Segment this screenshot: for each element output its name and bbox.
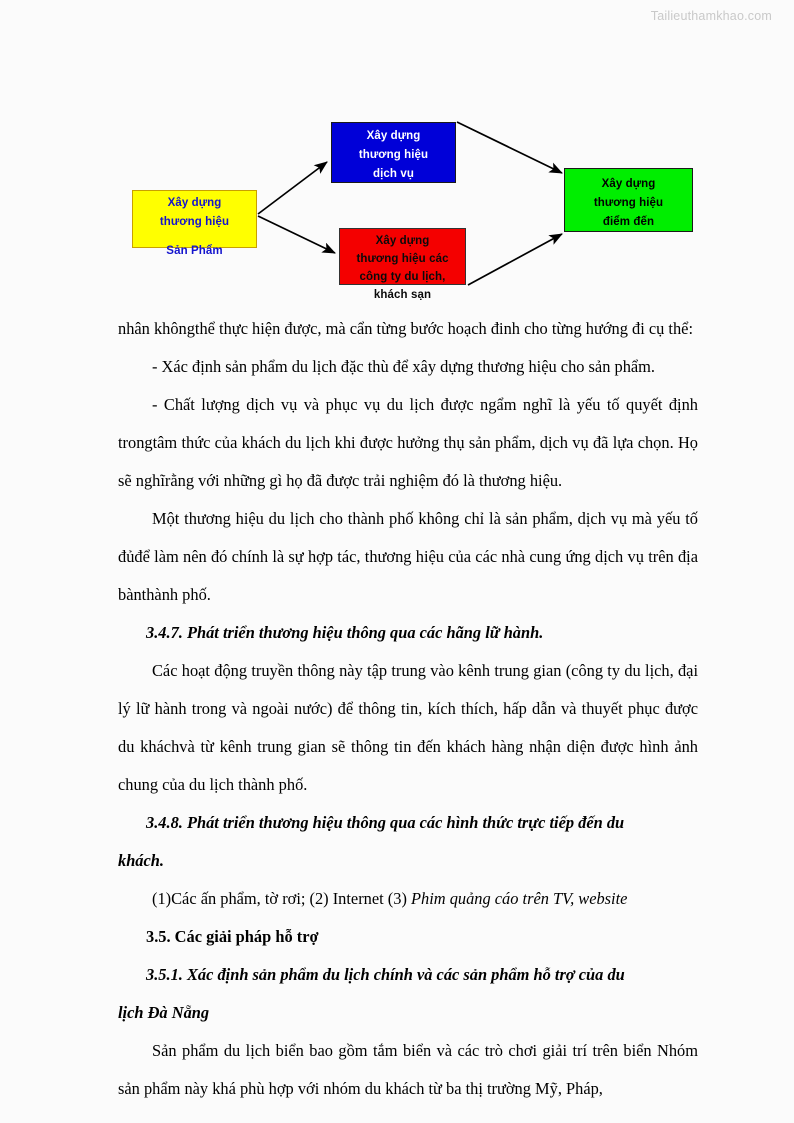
heading-3-5-1-line1: 3.5.1. Xác định sản phẩm du lịch chính và các sản phẩm hỗ trợ của du [146,965,625,984]
heading-3-4-8-line2: khách. [118,851,164,870]
arrow-blue-to-green [457,122,562,173]
paragraph-6-plain: (1)Các ấn phẩm, tờ rơi; (2) Internet (3) [152,889,412,908]
paragraph-1: nhân khôngthể thực hiện được, mà cẩn từng bước hoạch đinh cho từng hướng đi cụ thể: [118,319,693,338]
paragraph-6 [118,880,698,918]
paragraph-2: - Xác định sản phẩm du lịch đặc thù để xây dựng thương hiệu cho sản phẩm. [152,357,656,376]
heading-3-4-8-line1: 3.4.8. Phát triển thương hiệu thông qua các hình thức trực tiếp đến du [146,813,625,832]
box-green-line3: điểm đến [602,216,655,228]
box-green-line2: thương hiệu [593,197,664,209]
paragraph-4: Một thương hiệu du lịch cho thành phố không chỉ là sản phẩm, dịch vụ mà yếu tố đủđể làm nên đó chính là sự hợp tác, thương hiệu của các nhà cung ứng dịch vụ trên địa bànthành phố. [118,509,698,604]
diagram-box-destination-brand [564,168,693,232]
paragraph-5: Các hoạt động truyền thông này tập trung vào kênh trung gian (công ty du lịch, đại lý lữ hành trong và ngoài nước) để thông tin, kích thích, hấp dẫn và thuyết phục được du kháchvà từ kênh trung gian sẽ thông tin đến khách hàng nhận diện được hình ảnh chung của du lịch thành phố. [118,661,698,794]
box-yellow-line2: thương hiệu [159,216,230,228]
watermark-text: Tailieuthamkhao.com [650,9,772,23]
paragraph-7: Sản phẩm du lịch biển bao gồm tắm biển và các trò chơi giải trí trên biển Nhóm sản phẩm này khá phù hợp với nhóm du khách từ ba thị trường Mỹ, Pháp, [118,1041,698,1098]
heading-3-4-7: 3.4.7. Phát triển thương hiệu thông qua các hãng lữ hành. [146,623,544,642]
arrow-yellow-to-red [258,216,335,253]
diagram-box-product-brand [132,190,257,257]
box-yellow-line1: Xây dựng [167,197,222,209]
box-red-line3: công ty du lịch, [359,271,446,283]
arrow-yellow-to-blue [258,162,327,214]
document-body [118,310,698,1108]
diagram-box-company-brand [339,228,466,301]
box-green-line1: Xây dựng [601,178,656,190]
paragraph-3: - Chất lượng dịch vụ và phục vụ du lịch được ngẩm nghĩ là yếu tố quyết định trongtâm thức của khách du lịch khi được hưởng thụ sản phẩm, dịch vụ đã lựa chọn. Họ sẽ nghĩrằng với những gì họ đã được trải nghiệm đó là thương hiệu. [118,395,698,490]
box-yellow-line3: Sản Phẩm [166,245,223,257]
box-blue-line3: dịch vụ [373,168,414,180]
box-blue-line1: Xây dựng [366,130,421,142]
heading-3-5: 3.5. Các giải pháp hỗ trợ [146,927,319,946]
paragraph-6-italic: Phim quảng cáo trên TV, website [411,889,628,908]
arrow-red-to-green [468,234,562,285]
box-red-line2: thương hiệu các [356,253,449,265]
box-red-line1: Xây dựng [375,235,430,247]
box-blue-line2: thương hiệu [358,149,429,161]
heading-3-5-1-line2: lịch Đà Nẵng [118,1003,210,1022]
brand-building-flow-diagram [0,0,794,312]
diagram-box-service-brand [331,122,456,183]
box-red-line4: khách sạn [373,289,432,301]
